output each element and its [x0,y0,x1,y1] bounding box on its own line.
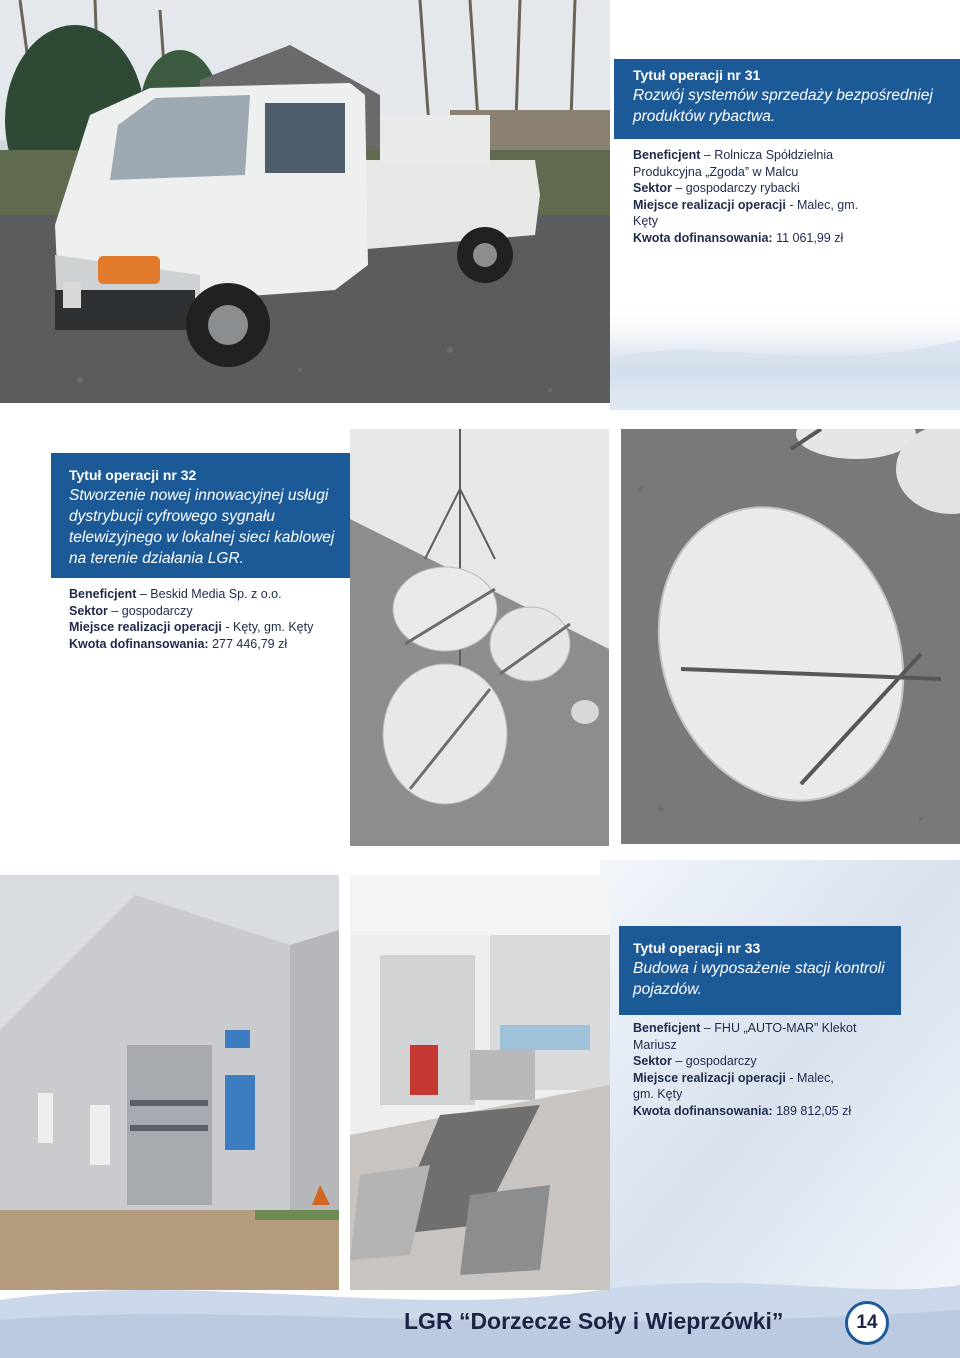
operation-32-title-box [51,453,351,578]
operation-31-sector: Sektor – gospodarczy rybacki [633,181,800,196]
operation-31-beneficiary: Beneficjent – Rolnicza Spółdzielnia Produkcyjna „Zgoda” w Malcu [633,148,834,179]
operation-32-title: Stworzenie nowej innowacyjnej usługi dystrybucji cyfrowego sygnału telewizyjnego w lokalnej sieci kablowej na terenie działania LGR. [69,487,335,567]
operation-33-funding: Kwota dofinansowania: 189 812,05 zł [633,1103,852,1118]
operation-33-location: Miejsce realizacji operacji - Malec, gm. Kęty [633,1070,834,1102]
operation-33-title: Budowa i wyposażenie stacji kontroli pojazdów. [633,960,885,998]
operation-31-title-box [614,59,960,139]
operation-32-funding: Kwota dofinansowania: 277 446,79 zł [69,636,288,651]
operation-31-title-label: Tytuł operacji nr 31 [633,67,761,83]
photo-delivery-van [0,0,610,403]
photo-inspection-station-interior [350,875,610,1290]
photo-satellite-dish-closeup [621,429,960,844]
operation-33-details [633,1020,858,1120]
operation-31-title: Rozwój systemów sprzedaży bezpośredniej produktów rybactwa. [633,87,933,125]
operation-32-beneficiary: Beneficjent – Beskid Media Sp. z o.o. [69,587,282,601]
operation-31-details [633,147,873,247]
page-footer [0,1290,960,1358]
operation-33-title-label: Tytuł operacji nr 33 [633,940,761,956]
operation-32-title-label: Tytuł operacji nr 32 [69,467,197,483]
operation-33-title-box [619,926,901,1015]
operation-32-location: Miejsce realizacji operacji - Kęty, gm. Kęty [69,620,314,635]
photo-satellite-mast [350,429,609,846]
photo-inspection-station-exterior [0,875,339,1290]
operation-33-beneficiary: Beneficjent – FHU „AUTO-MAR” Klekot Mariusz [633,1021,857,1052]
operation-33-sector: Sektor – gospodarczy [633,1054,757,1069]
operation-32-details [69,586,349,652]
operation-31-location: Miejsce realizacji operacji - Malec, gm. Kęty [633,197,859,229]
operation-32-sector: Sektor – gospodarczy [69,603,193,618]
footer-title: LGR “Dorzecze Soły i Wieprzówki” [404,1308,784,1334]
operation-31-funding: Kwota dofinansowania: 11 061,99 zł [633,230,844,245]
page-number: 14 [845,1301,889,1345]
